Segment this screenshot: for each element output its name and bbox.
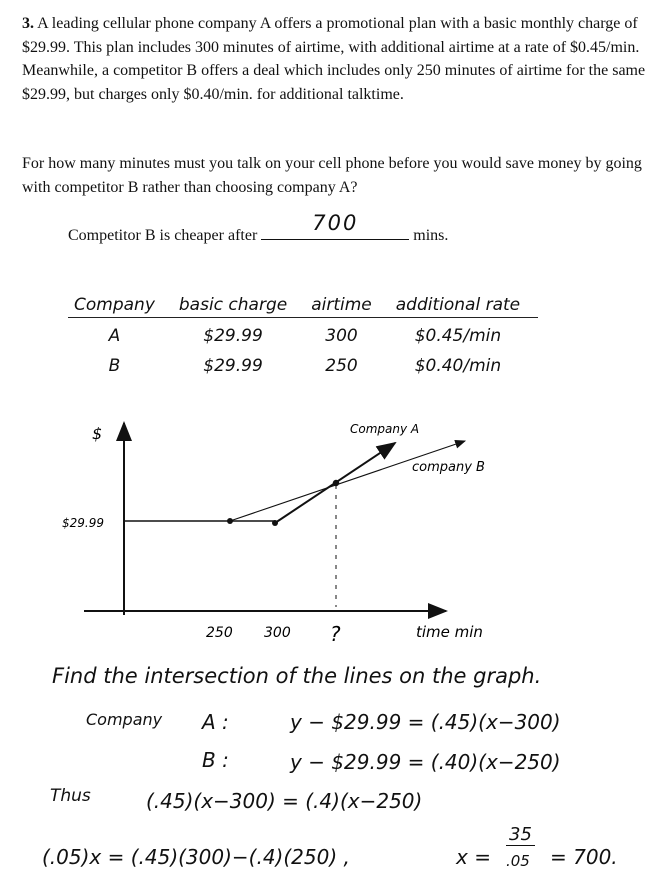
work-b-equation: y − $29.99 = (.40)(x−250): [290, 750, 561, 774]
table-cell: A: [108, 326, 121, 346]
y-tick-label: $29.99: [62, 516, 104, 530]
sketch-graph: [60, 415, 520, 650]
work-b-label: B :: [202, 748, 229, 772]
x-tick-300: 300: [264, 625, 291, 641]
answer-suffix: mins.: [413, 227, 449, 244]
work-thus-equation: (.45)(x−300) = (.4)(x−250): [146, 789, 423, 813]
table-cell: $29.99: [203, 326, 263, 346]
problem-statement: [22, 12, 647, 106]
work-a-label: A :: [202, 710, 229, 734]
table-cell: $29.99: [203, 356, 263, 376]
answer-value: 700: [312, 211, 359, 235]
work-numerator: 35: [506, 824, 535, 846]
x-axis-label: time min: [416, 623, 483, 641]
work-final-equation: (.05)x = (.45)(300)−(.4)(250) ,: [42, 845, 350, 869]
answer-prefix: Competitor B is cheaper after: [68, 227, 258, 244]
work-thus-label: Thus: [50, 786, 91, 806]
company-table: [68, 295, 538, 378]
answer-line: [68, 211, 449, 245]
table-cell: B: [108, 356, 121, 376]
label-company-a: Company A: [350, 422, 420, 436]
work-denominator: .05: [506, 852, 530, 870]
problem-number: 3.: [22, 15, 34, 32]
work-x-equals: x =: [456, 845, 491, 869]
header-airtime: airtime: [305, 295, 390, 318]
work-a-equation: y − $29.99 = (.45)(x−300): [290, 710, 561, 734]
point-b-250: [227, 518, 233, 524]
table-cell: $0.45/min: [414, 326, 502, 346]
table-row: [68, 318, 538, 349]
work-company-label: Company: [86, 710, 163, 729]
table-header-row: [68, 295, 538, 318]
header-basic-charge: basic charge: [173, 295, 305, 318]
table-cell: $0.40/min: [414, 356, 502, 376]
work-result: = 700.: [550, 845, 618, 869]
point-a-300: [272, 520, 278, 526]
answer-blank: [261, 211, 409, 240]
y-axis-label: $: [92, 424, 103, 443]
problem-question: For how many minutes must you talk on your cell phone before you would save money by going with competitor B rather than choosing company A?: [22, 155, 642, 196]
header-additional-rate: additional rate: [390, 295, 538, 318]
table-cell: 300: [325, 326, 358, 346]
label-company-b: company B: [412, 460, 485, 475]
x-tick-250: 250: [206, 625, 233, 641]
header-company: Company: [68, 295, 173, 318]
line-company-b: [230, 441, 465, 521]
x-tick-unknown: ?: [330, 622, 341, 646]
work-heading: Find the intersection of the lines on the graph.: [52, 664, 542, 688]
table-row: [68, 348, 538, 378]
problem-text: A leading cellular phone company A offers a promotional plan with a basic monthly charge of $29.99. This plan includes 300 minutes of airtime, with additional airtime at a rate of $0.45/min. Meanwhile, a competitor B offers a deal which includes only 250 minutes of airtime for the same $29.99, but charges only $0.40/min. for additional talktime.: [22, 15, 646, 103]
table-cell: 250: [325, 356, 358, 376]
